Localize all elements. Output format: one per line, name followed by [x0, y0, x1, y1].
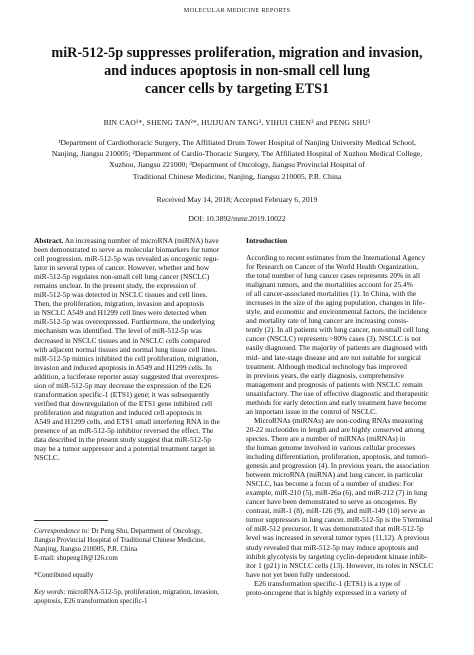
intro-line: methods for early detection and early treatment have become — [246, 397, 427, 407]
abstract-line: miR-512-5p regulates non-small cell lung cancer (NSCLC) — [34, 272, 210, 282]
correspondence-note — [34, 527, 228, 563]
keywords-line-label: Key words: — [34, 588, 66, 596]
intro-line: itor 1 (p21) in NSCLC cells (13). However, its roles in NSCLC — [246, 560, 434, 570]
affiliations — [40, 137, 434, 182]
correspondence-line: Jiangsu Provincial Hospital of Traditional Chinese Medicine, — [34, 535, 206, 544]
abstract-line: decreased in NSCLC tissues and in NSCLC cells compared — [34, 335, 211, 345]
abstract-line: NSCLC. — [34, 453, 60, 463]
intro-line: tumor suppressors in lung cancer. miR-512-5p is the 5'terminal — [246, 515, 433, 525]
intro-line: including differentiation, proliferation, apoptosis, and tumori- — [246, 452, 429, 462]
abstract — [34, 236, 228, 462]
affiliation-line: Traditional Chinese Medicine, Nanjing, Jiangsu 210005, P.R. China — [132, 171, 342, 181]
intro-line: of miR-512 precursor. It was demonstrated that miR-512-5p — [246, 524, 424, 534]
abstract-line: lator in several types of cancer. However, whether and how — [34, 263, 210, 273]
footnote-divider — [34, 520, 108, 521]
abstract-line: sion of miR-512-5p may decrease the expression of the E26 — [34, 380, 212, 390]
correspondence-line: Nanjing, Jiangsu 210005, P.R. China — [34, 544, 138, 553]
abstract-line: transformation specific-1 (ETS1) gene; it was subsequently — [34, 389, 210, 399]
abstract-line: addition, a luciferase reporter assay suggested that overexpres- — [34, 371, 220, 381]
title-line: cancer cells by targeting ETS1 — [144, 81, 330, 97]
received-accepted-dates: Received May 14, 2018; Accepted February 6, 2019 — [156, 195, 318, 204]
intro-line: treatment. Although medical technology has improved — [246, 361, 407, 371]
abstract-line: proliferation and migration and induced cell apoptosis in — [34, 407, 202, 417]
intro-line: and mortality rate of lung cancer are increasing consis- — [246, 316, 409, 326]
intro-line: species. There are a number of miRNAs (miRNAs) in — [246, 433, 406, 443]
abstract-line: A549 and H1299 cells, and ETS1 small interfering RNA in the — [34, 416, 220, 426]
intro-line: inhibit glycolysis by targeting cyclin-dependent kinase inhib- — [246, 551, 428, 561]
abstract-line: data described in the present study suggest that miR-512-5p — [34, 435, 211, 445]
abstract-line: Then, the proliferation, migration, invasion and apoptosis — [34, 299, 205, 309]
abstract-line-label: Abstract. — [34, 236, 64, 245]
intro-line: mid- and late-stage disease and are not suitable for surgical — [246, 352, 421, 362]
intro-line: E26 transformation specific-1 (ETS1) is a type of — [254, 578, 401, 588]
abstract-line: cell progression. miR-512-5p was revealed as oncogenic regu- — [34, 254, 219, 264]
contributed-equally-note: *Contributed equally — [34, 571, 94, 579]
intro-line: malignant tumors, and the mortalities account for 25.4% — [246, 280, 413, 290]
intro-line: level was increased in several tumor types (11,12). A previous — [246, 533, 430, 543]
affiliation-line: Nanjing, Jiangsu 210005; ²Department of Cardio-Thoracic Surgery, The Affiliated Hospital of Xuzhou Medical College, — [51, 149, 423, 159]
doi: DOI: 10.3892/mmr.2019.10022 — [188, 214, 286, 223]
intro-line: unsatisfactory. The use of effective diagnostic and therapeutic — [246, 388, 429, 398]
abstract-line: in NSCLC A549 and H1299 cell lines were detected when — [34, 308, 207, 318]
affiliation-line: Xuzhou, Jiangsu 221000; ³Department of Oncology, Jiangsu Provincial Hospital of — [109, 160, 365, 170]
section-heading: Introduction — [246, 236, 288, 245]
journal-header: MOLECULAR MEDICINE REPORTS — [183, 7, 291, 14]
intro-line: for Research on Cancer of the World Health Organization, — [246, 262, 419, 272]
abstract-line: invasion and induced apoptosis in A549 and H1299 cells. In — [34, 362, 212, 372]
intro-line: MicroRNAs (miRNAs) are non-coding RNAs measuring — [254, 415, 423, 425]
intro-line: proto-oncogene that is highly expressed in a variety of — [246, 587, 407, 597]
abstract-line: miR-512-5p was detected in NSCLC tissues and cell lines. — [34, 290, 208, 300]
intro-line: tently (2). In all patients with lung cancer, non-small cell lung — [246, 325, 429, 335]
keywords-line: apoptosis, E26 transformation specific-1 — [34, 596, 148, 605]
abstract-line: verified that downregulation of the ETS1 gene inhibited cell — [34, 398, 213, 408]
abstract-line: mechanism was identified. The level of miR-512-5p was — [34, 326, 202, 336]
intro-line: in previous years, the early diagnosis, comprehensive — [246, 370, 405, 380]
intro-line: NSCLC, has become a focus of a number of studies: For — [246, 479, 414, 489]
intro-line: contrast, miR-1 (8), miR-126 (9), and miR-149 (10) serve as — [246, 506, 425, 516]
intro-line: of all cancer-associated mortalities (1). In China, with the — [246, 289, 417, 299]
abstract-line: presence of an miR-512-5p inhibitor reversed the effect. The — [34, 425, 214, 435]
title-line: miR-512-5p suppresses proliferation, migration and invasion, — [51, 45, 423, 61]
correspondence-line-label: Correspondence to: — [34, 527, 90, 535]
intro-line: management and prognosis of patients with NSCLC remain — [246, 379, 423, 389]
abstract-line: with adjacent normal tissues and normal lung tissue cell lines. — [34, 344, 218, 354]
abstract-line: miR-512-5p was overexpressed. Furthermore, the underlying — [34, 317, 215, 327]
intro-line: easily diagnosed. The majority of patients are diagnosed with — [246, 343, 428, 353]
intro-line: increases in the size of the aging population, changes in life- — [246, 298, 425, 308]
affiliation-line: ¹Department of Cardiothoracic Surgery, The Affiliated Drum Tower Hospital of Nanjing University Medical School, — [58, 138, 416, 147]
title-line: and induces apoptosis in non-small cell lung — [104, 63, 370, 79]
intro-line: style, and economic and environmental factors, the incidence — [246, 307, 427, 317]
author-list: BIN CAO¹*, SHENG TAN²*, HUIJUAN TANG³, YIHUI CHEN³ and PENG SHU³ — [103, 118, 371, 127]
intro-line: the total number of lung cancer cases represents 20% in all — [246, 271, 421, 281]
keywords — [34, 588, 228, 606]
intro-line: have not yet been fully understood. — [246, 569, 351, 579]
abstract-line: remains unclear. In the present study, the expression of — [34, 281, 197, 291]
introduction-section — [246, 236, 440, 597]
intro-line: the human genome involved in various cellular processes — [246, 442, 416, 452]
keywords-line: Key words: microRNA-512-5p, proliferation, migration, invasion, — [34, 588, 220, 596]
intro-line: genesis and progression (4). In previous years, the association — [246, 461, 430, 471]
intro-line: example, miR-210 (5), miR-26a (6), and miR-212 (7) in lung — [246, 488, 428, 498]
article-title — [40, 44, 434, 98]
intro-line: between microRNA (miRNA) and lung cancer, in particular — [246, 470, 424, 480]
intro-line: cancer have been demonstrated to serve as oncogenes. By — [246, 497, 417, 507]
intro-line: an important issue in the control of NSCLC. — [246, 406, 377, 416]
correspondence-line: Correspondence to: Dr Peng Shu, Department of Oncology, — [34, 527, 202, 535]
intro-line: cancer (NSCLC) represents >80% cases (3). NSCLC is not — [246, 334, 421, 344]
intro-line: 20-22 nucleotides in length and are highly conserved among — [246, 424, 425, 434]
intro-line: study revealed that miR-512-5p may induce apoptosis and — [246, 542, 419, 552]
abstract-line: may be a tumor suppressor and a potential treatment target in — [34, 444, 215, 454]
abstract-line: Abstract. An increasing number of microRNA (miRNA) have — [34, 236, 219, 245]
abstract-line: been demonstrated to serve as molecular biomarkers for tumor — [34, 245, 220, 255]
intro-line: According to recent estimates from the International Agency — [246, 253, 426, 262]
abstract-line: miR-512-5p mimics inhibited the cell proliferation, migration, — [34, 353, 219, 363]
correspondence-line: E-mail: shupeng18@126.com — [34, 553, 118, 562]
